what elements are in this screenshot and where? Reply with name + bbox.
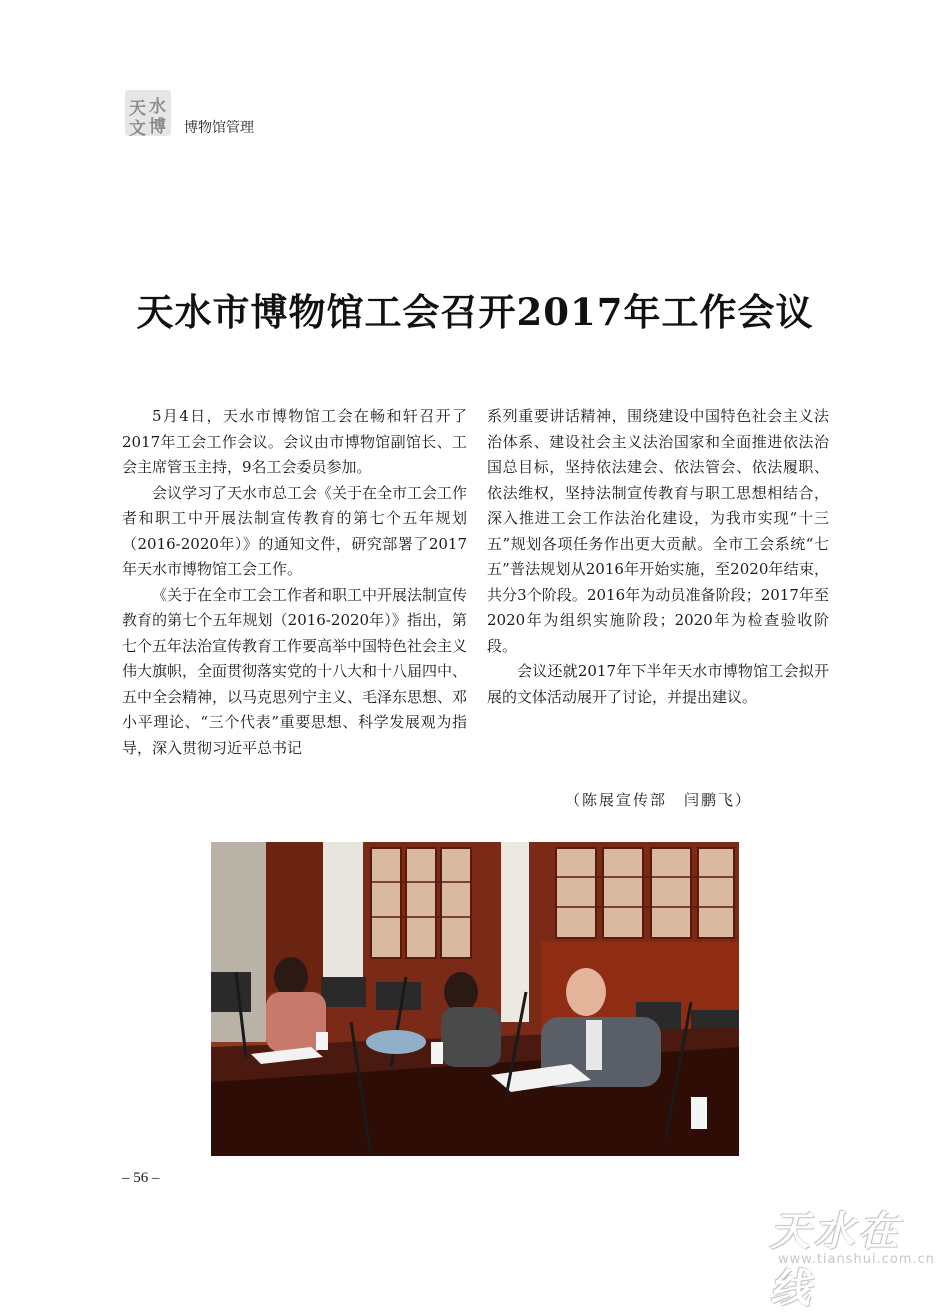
section-label: 博物馆管理 bbox=[184, 120, 254, 136]
logo-char: 博 bbox=[149, 117, 166, 137]
paragraph: 5月4日，天水市博物馆工会在畅和轩召开了2017年工会工作会议。会议由市博物馆副馆长、工会主席管玉主持，9名工会委员参加。 bbox=[122, 407, 467, 476]
right-column bbox=[487, 404, 829, 710]
watermark-url: www.tianshui.com.cn bbox=[778, 1252, 936, 1267]
article-title: 天水市博物馆工会召开2017年工作会议 bbox=[136, 290, 814, 334]
logo-char: 水 bbox=[149, 97, 166, 117]
paragraph: 系列重要讲话精神，围绕建设中国特色社会主义法治体系、建设社会主义法治国家和全面推进依法治国总目标，坚持依法建会、依法管会、依法履职、依法维权，坚持法制宣传教育与职工思想相结合，深入推进工会工作法治化建设，为我市实现“十三五”规划各项任务作出更大贡献。全市工会系统“七五”普法规划从2016年开始实施，至2020年结束，共分3个阶段。2016年为动员准备阶段；2017年至2020年为组织实施阶段；2020年为检查验收阶段。 bbox=[487, 407, 829, 655]
paragraph: 会议学习了天水市总工会《关于在全市工会工作者和职工中开展法制宣传教育的第七个五年规划（2016-2020年）》的通知文件，研究部署了2017年天水市博物馆工会工作。 bbox=[122, 483, 468, 578]
left-column bbox=[122, 404, 467, 761]
page-number: – 56 – bbox=[122, 1170, 160, 1186]
watermark-text: 天水在线 bbox=[770, 1209, 902, 1312]
meeting-photo bbox=[211, 842, 739, 1156]
logo-char: 天 bbox=[129, 99, 146, 119]
site-watermark bbox=[770, 1200, 940, 1312]
paragraph: 会议还就2017年下半年天水市博物馆工会拟开展的文体活动展开了讨论，并提出建议。 bbox=[487, 662, 829, 706]
logo-char: 文 bbox=[129, 119, 146, 139]
byline: （陈展宣传部 闫鹏飞） bbox=[565, 791, 753, 809]
journal-logo bbox=[125, 90, 171, 139]
paragraph: 《关于在全市工会工作者和职工中开展法制宣传教育的第七个五年规划（2016-2020年）》指出，第七个五年法治宣传教育工作要高举中国特色社会主义伟大旗帜，全面贯彻落实党的十八大和十八届四中、五中全会精神，以马克思列宁主义、毛泽东思想、邓小平理论、“三个代表”重要思想、科学发展观为指导，深入贯彻习近平总书记 bbox=[122, 585, 468, 757]
